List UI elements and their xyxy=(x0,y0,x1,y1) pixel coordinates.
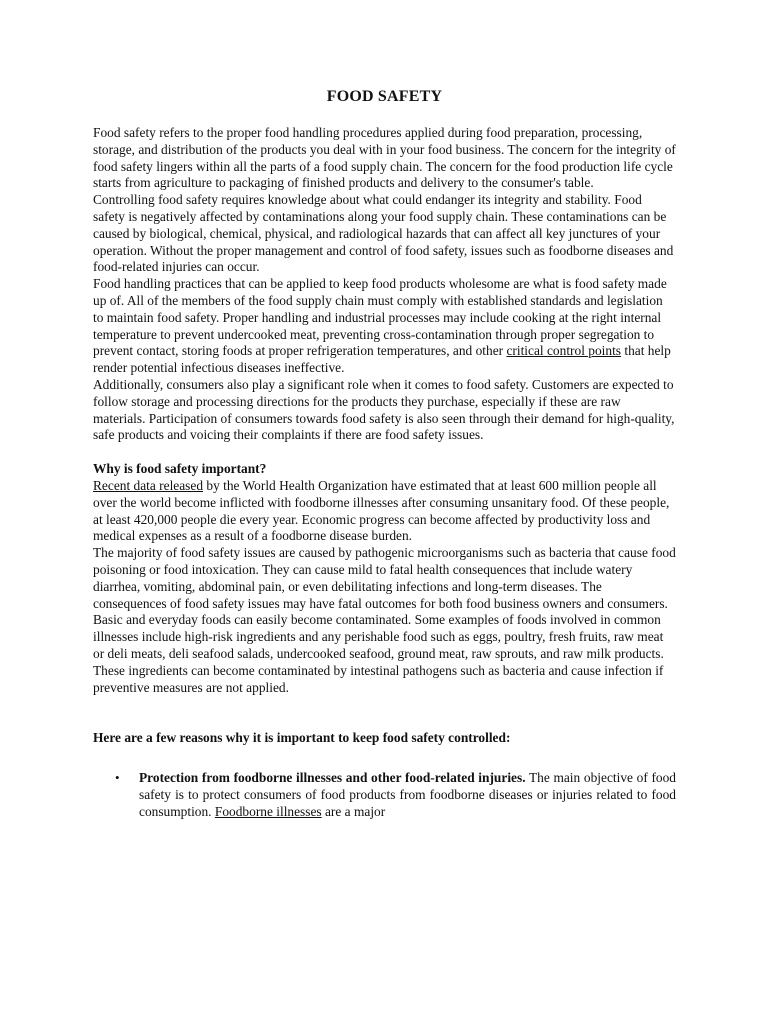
bullet-icon: • xyxy=(115,770,120,786)
critical-control-points-link[interactable]: critical control points xyxy=(506,343,622,359)
paragraph-handling-text: Food handling practices that can be applied to keep food products wholesome are what is food safety made up of. All of the members of the food supply chain must comply with established standards and legislation to maintain food safety. Proper handling and industrial processes may include cooking at the right internal temperature to prevent undercooked meat, preventing cross-contamination through proper segregation to prevent contact, storing foods at proper refrigeration temperatures, and other xyxy=(93,276,667,359)
foodborne-illnesses-link[interactable]: Foodborne illnesses xyxy=(214,803,322,819)
recent-data-released-link[interactable]: Recent data released xyxy=(93,477,204,493)
section-heading-why: Why is food safety important? xyxy=(93,461,267,477)
document-page xyxy=(93,86,676,820)
paragraph-who-data-text: by the World Health Organization have estimated that at least 600 million people all over the world become inflicted with foodborne illnesses after consuming unsanitary food. Of these people, at least 420,000 people die every year. Economic progress can become affected by productivity loss and medical expenses as a result of a foodborne disease burden. xyxy=(93,477,670,544)
bullet-tail: are a major xyxy=(321,803,386,819)
paragraph-who-data xyxy=(93,478,676,545)
paragraph-intro-1: Food safety refers to the proper food handling procedures applied during food preparation, processing, storage, and distribution of the products you deal with in your food business. The concern for the integrity of food safety lingers within all the parts of a food supply chain. The concern for the food production life cycle starts from agriculture to packaging of finished products and delivery to the consumer's table. xyxy=(93,125,676,191)
reasons-list xyxy=(93,770,676,820)
paragraph-intro-2: Controlling food safety requires knowledge about what could endanger its integrity and stability. Food safety is negatively affected by contaminations along your food supply chain. These contaminations can be caused by biological, chemical, physical, and radiological hazards that can affect all key junctures of your operation. Without the proper management and control of food safety, issues such as foodborne diseases and food-related injuries can occur. xyxy=(93,192,674,275)
reasons-heading: Here are a few reasons why it is important to keep food safety controlled: xyxy=(93,730,511,746)
paragraph-handling xyxy=(93,276,676,377)
paragraph-handling-tail: that help render potential infectious diseases ineffective. xyxy=(93,343,671,376)
list-item xyxy=(93,770,676,820)
paragraph-consumers: Additionally, consumers also play a significant role when it comes to food safety. Customers are expected to follow storage and processing directions for the products they purchase, especially if these are raw materials. Participation of consumers towards food safety is also seen through their demand for high-quality, safe products and voicing their complaints if there are food safety issues. xyxy=(93,376,675,443)
bullet-text: The main objective of food safety is to protect consumers of food products from foodborne diseases or injuries related to food consumption. xyxy=(139,770,676,819)
document-title: FOOD SAFETY xyxy=(326,88,443,105)
paragraph-pathogens: The majority of food safety issues are caused by pathogenic microorganisms such as bacteria that cause food poisoning or food intoxication. They can cause mild to fatal health consequences that include watery diarrhea, vomiting, abdominal pain, or even debilitating infections and long-term diseases. The consequences of food safety issues may have fatal outcomes for both food business owners and consumers. xyxy=(93,545,676,611)
bullet-bold-lead: Protection from foodborne illnesses and other food-related injuries. xyxy=(139,770,526,786)
paragraph-everyday-foods: Basic and everyday foods can easily become contaminated. Some examples of foods involved in common illnesses include high-risk ingredients and any perishable food such as eggs, poultry, fresh fruits, raw meat or deli meats, deli seafood salads, undercooked seafood, ground meat, raw sprouts, and raw milk products. These ingredients can become contaminated by intestinal pathogens such as bacteria and cause infection if preventive measures are not applied. xyxy=(93,612,664,695)
